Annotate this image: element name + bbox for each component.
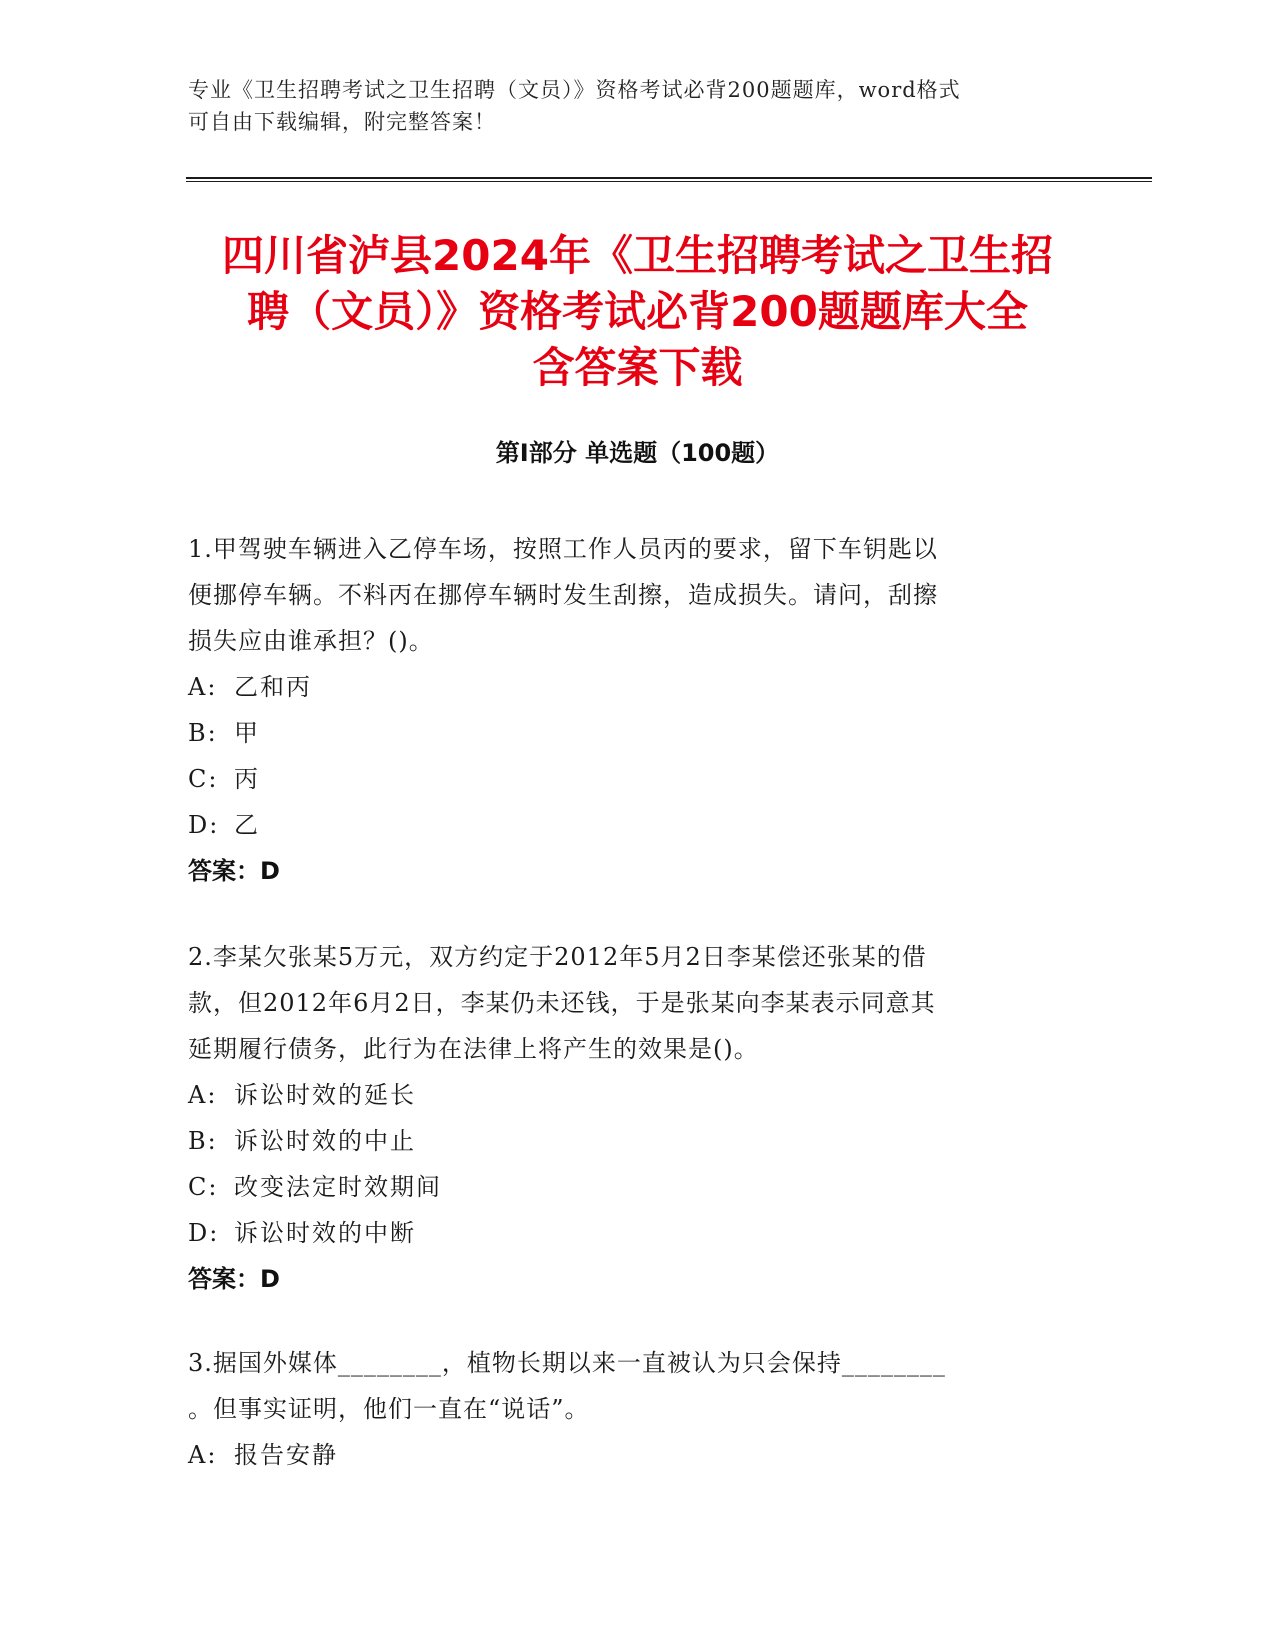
header-note-line2: 可自由下载编辑，附完整答案！: [188, 110, 496, 134]
option-text: 乙和丙: [234, 673, 312, 701]
option-key: C:: [188, 765, 219, 793]
option-text: 改变法定时效期间: [234, 1173, 442, 1201]
option-key: D:: [188, 811, 220, 839]
option-text: 报告安静: [234, 1441, 338, 1469]
question-stem-line: 3.据国外媒体________，植物长期以来一直被认为只会保持________: [188, 1349, 946, 1377]
question-stem-line: 。但事实证明，他们一直在“说话”。: [188, 1395, 590, 1423]
section-heading: 第I部分 单选题（100题）: [495, 439, 780, 467]
option-key: B:: [188, 1127, 218, 1155]
question-stem-line: 1.甲驾驶车辆进入乙停车场，按照工作人员丙的要求，留下车钥匙以: [188, 535, 938, 563]
answer: 答案：D: [188, 857, 280, 885]
option-c: [188, 1164, 1068, 1210]
question-stem: [188, 1340, 1068, 1432]
option-text: 诉讼时效的中止: [234, 1127, 416, 1155]
question-3: [188, 1340, 1068, 1478]
option-text: 甲: [234, 719, 260, 747]
option-text: 乙: [234, 811, 260, 839]
option-a: [188, 1432, 1068, 1478]
option-b: [188, 710, 1068, 756]
document-title-line2: 聘（文员）》资格考试必背200题题库大全: [247, 287, 1028, 336]
header-divider-thick: [186, 177, 1152, 179]
header-note: [188, 74, 1088, 138]
option-a: [188, 1072, 1068, 1118]
option-text: 诉讼时效的延长: [234, 1081, 416, 1109]
document-title-line3: 含答案下载: [532, 343, 743, 392]
option-d: [188, 802, 1068, 848]
option-a: [188, 664, 1068, 710]
question-stem-line: 款，但2012年6月2日，李某仍未还钱，于是张某向李某表示同意其: [188, 989, 936, 1017]
option-key: A:: [188, 1081, 218, 1109]
option-key: A:: [188, 673, 218, 701]
question-stem-line: 延期履行债务，此行为在法律上将产生的效果是()。: [188, 1035, 759, 1063]
header-divider-thin: [186, 181, 1152, 182]
option-text: 诉讼时效的中断: [234, 1219, 416, 1247]
option-d: [188, 1210, 1068, 1256]
header-note-line1: 专业《卫生招聘考试之卫生招聘（文员）》资格考试必背200题题库，word格式: [188, 78, 961, 102]
question-stem-line: 损失应由谁承担？()。: [188, 627, 434, 655]
question-stem: [188, 934, 1068, 1072]
question-2: [188, 934, 1068, 1302]
option-b: [188, 1118, 1068, 1164]
answer: 答案：D: [188, 1265, 280, 1293]
document-title: [170, 228, 1105, 396]
option-key: A:: [188, 1441, 218, 1469]
question-stem: [188, 526, 1068, 664]
option-key: C:: [188, 1173, 219, 1201]
question-stem-line: 便挪停车辆。不料丙在挪停车辆时发生刮擦，造成损失。请问，刮擦: [188, 581, 938, 609]
document-title-line1: 四川省泸县2024年《卫生招聘考试之卫生招: [222, 231, 1053, 280]
option-key: D:: [188, 1219, 220, 1247]
option-text: 丙: [234, 765, 260, 793]
option-c: [188, 756, 1068, 802]
question-1: [188, 526, 1068, 894]
option-key: B:: [188, 719, 218, 747]
question-stem-line: 2.李某欠张某5万元，双方约定于2012年5月2日李某偿还张某的借: [188, 943, 927, 971]
